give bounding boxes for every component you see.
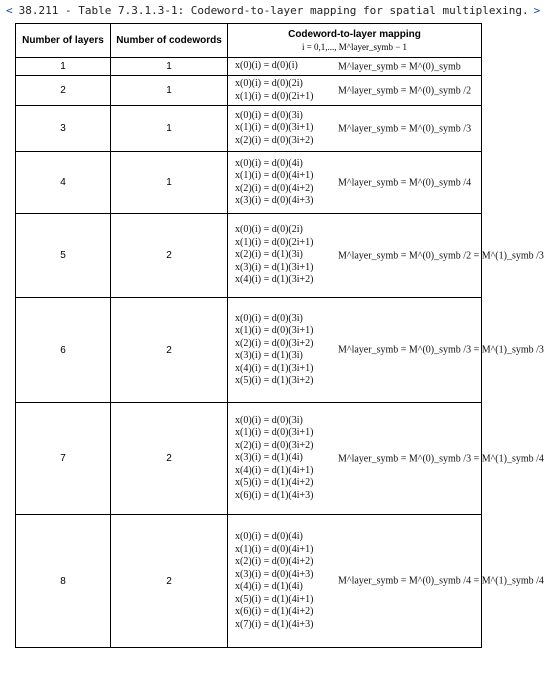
symbol-count-equation: M^layer_symb = M^(0)_symb /4 = M^(1)_symb /4 xyxy=(338,575,544,587)
mapping-cell xyxy=(228,403,544,515)
symbol-count-equation: M^layer_symb = M^(0)_symb /4 xyxy=(338,177,472,188)
layer-equation: x(4)(i) = d(1)(3i+2) xyxy=(235,274,314,286)
table-header-row xyxy=(16,24,482,58)
layer-equation: x(0)(i) = d(0)(2i) xyxy=(235,224,303,236)
mapping-content xyxy=(235,224,544,287)
mapping-content xyxy=(235,78,481,103)
table-row xyxy=(16,298,482,403)
mapping-content xyxy=(235,110,481,148)
layers-cell: 3 xyxy=(16,106,111,152)
mapping-cell xyxy=(228,298,544,403)
layer-equation: x(6)(i) = d(1)(4i+3) xyxy=(235,489,314,501)
mapping-content xyxy=(235,312,544,388)
symbol-count-equation: M^layer_symb = M^(0)_symb /2 = M^(1)_symb /3 xyxy=(338,250,544,261)
layer-equation: x(5)(i) = d(1)(4i+1) xyxy=(235,593,314,605)
layer-equation: x(0)(i) = d(0)(3i) xyxy=(235,312,303,324)
layer-equation: x(1)(i) = d(0)(3i+1) xyxy=(235,427,314,439)
layer-equation: x(0)(i) = d(0)(i) xyxy=(235,60,298,72)
table-caption: 38.211 - Table 7.3.1.3-1: Codeword-to-layer mapping for spatial multiplexing. xyxy=(18,4,529,17)
layer-equation: x(5)(i) = d(1)(4i+2) xyxy=(235,477,314,489)
codewords-cell: 1 xyxy=(111,58,228,76)
table-row xyxy=(16,515,482,648)
mapping-header-label: Codeword-to-layer mapping xyxy=(288,28,421,40)
layer-equation: x(2)(i) = d(0)(3i+2) xyxy=(235,439,314,451)
layer-equation: x(3)(i) = d(0)(4i+3) xyxy=(235,568,314,580)
layer-equation: x(4)(i) = d(1)(3i+1) xyxy=(235,362,314,374)
table-row xyxy=(16,403,482,515)
codewords-cell: 1 xyxy=(111,106,228,152)
table-row xyxy=(16,76,482,106)
layers-cell: 5 xyxy=(16,214,111,298)
layer-equation: x(2)(i) = d(0)(3i+2) xyxy=(235,337,314,349)
layers-cell: 7 xyxy=(16,403,111,515)
layer-equation: x(7)(i) = d(1)(4i+3) xyxy=(235,618,314,630)
layer-equation: x(6)(i) = d(1)(4i+2) xyxy=(235,606,314,617)
layer-equation: x(4)(i) = d(1)(4i) xyxy=(235,581,303,592)
layer-equation: x(5)(i) = d(1)(3i+2) xyxy=(235,375,314,386)
col-header-codewords: Number of codewords xyxy=(111,24,228,58)
layer-equation: x(1)(i) = d(0)(4i+1) xyxy=(235,170,314,181)
mapping-content xyxy=(235,158,481,208)
symbol-count-equation: M^layer_symb = M^(0)_symb /3 = M^(1)_symb /4 xyxy=(338,453,544,464)
codewords-cell: 2 xyxy=(111,298,228,403)
symbol-count-equation: M^layer_symb = M^(0)_symb /3 = M^(1)_symb /3 xyxy=(338,344,544,356)
layer-equation: x(0)(i) = d(0)(3i) xyxy=(235,109,303,121)
layers-cell: 6 xyxy=(16,298,111,403)
codewords-cell: 2 xyxy=(111,403,228,515)
layer-equation: x(3)(i) = d(1)(3i) xyxy=(235,350,303,361)
mapping-cell xyxy=(228,76,482,106)
layers-cell: 2 xyxy=(16,76,111,106)
col-header-mapping xyxy=(228,24,482,58)
codewords-cell: 2 xyxy=(111,515,228,648)
codeword-layer-mapping-table xyxy=(15,23,544,648)
table-row xyxy=(16,152,482,214)
mapping-content xyxy=(235,60,481,73)
layer-equation: x(1)(i) = d(0)(2i+1) xyxy=(235,90,314,102)
layer-equation: x(1)(i) = d(0)(3i+1) xyxy=(235,325,314,336)
layer-equation: x(3)(i) = d(1)(3i+1) xyxy=(235,261,314,273)
mapping-cell xyxy=(228,106,482,152)
mapping-cell xyxy=(228,515,544,648)
layers-cell: 1 xyxy=(16,58,111,76)
mapping-content xyxy=(235,531,544,631)
layer-equation: x(0)(i) = d(0)(2i) xyxy=(235,78,303,89)
mapping-cell xyxy=(228,214,544,298)
mapping-cell xyxy=(228,152,482,214)
table-row xyxy=(16,214,482,298)
page-header xyxy=(0,0,541,22)
layer-equation: x(0)(i) = d(0)(4i) xyxy=(235,157,303,169)
mapping-cell xyxy=(228,58,482,76)
codewords-cell: 1 xyxy=(111,152,228,214)
table-row xyxy=(16,58,482,76)
layer-equation: x(3)(i) = d(1)(4i) xyxy=(235,452,303,464)
layer-equation: x(0)(i) = d(0)(3i) xyxy=(235,414,303,426)
mapping-subheader: i = 0,1,..., M^layer_symb − 1 xyxy=(301,41,408,52)
layer-equation: x(2)(i) = d(0)(4i+2) xyxy=(235,182,314,194)
layer-equation: x(2)(i) = d(0)(3i+2) xyxy=(235,134,314,146)
symbol-count-equation: M^layer_symb = M^(0)_symb /2 xyxy=(338,85,472,96)
prev-table-link[interactable]: < xyxy=(6,4,13,17)
layer-equation: x(1)(i) = d(0)(4i+1) xyxy=(235,543,314,555)
layer-equation: x(0)(i) = d(0)(4i) xyxy=(235,531,303,542)
layer-equation: x(2)(i) = d(1)(3i) xyxy=(235,249,303,261)
layers-cell: 4 xyxy=(16,152,111,214)
next-table-link[interactable]: > xyxy=(533,4,541,17)
symbol-count-equation: M^layer_symb = M^(0)_symb /3 xyxy=(338,123,472,134)
layer-equation: x(3)(i) = d(0)(4i+3) xyxy=(235,195,314,206)
col-header-layers: Number of layers xyxy=(16,24,111,58)
symbol-count-equation: M^layer_symb = M^(0)_symb xyxy=(338,61,461,72)
layer-equation: x(1)(i) = d(0)(3i+1) xyxy=(235,122,314,134)
mapping-content xyxy=(235,414,544,503)
codewords-cell: 2 xyxy=(111,214,228,298)
layers-cell: 8 xyxy=(16,515,111,648)
layer-equation: x(1)(i) = d(0)(2i+1) xyxy=(235,236,314,248)
table-row xyxy=(16,106,482,152)
layer-equation: x(4)(i) = d(1)(4i+1) xyxy=(235,464,314,476)
codewords-cell: 1 xyxy=(111,76,228,106)
layer-equation: x(2)(i) = d(0)(4i+2) xyxy=(235,556,314,567)
